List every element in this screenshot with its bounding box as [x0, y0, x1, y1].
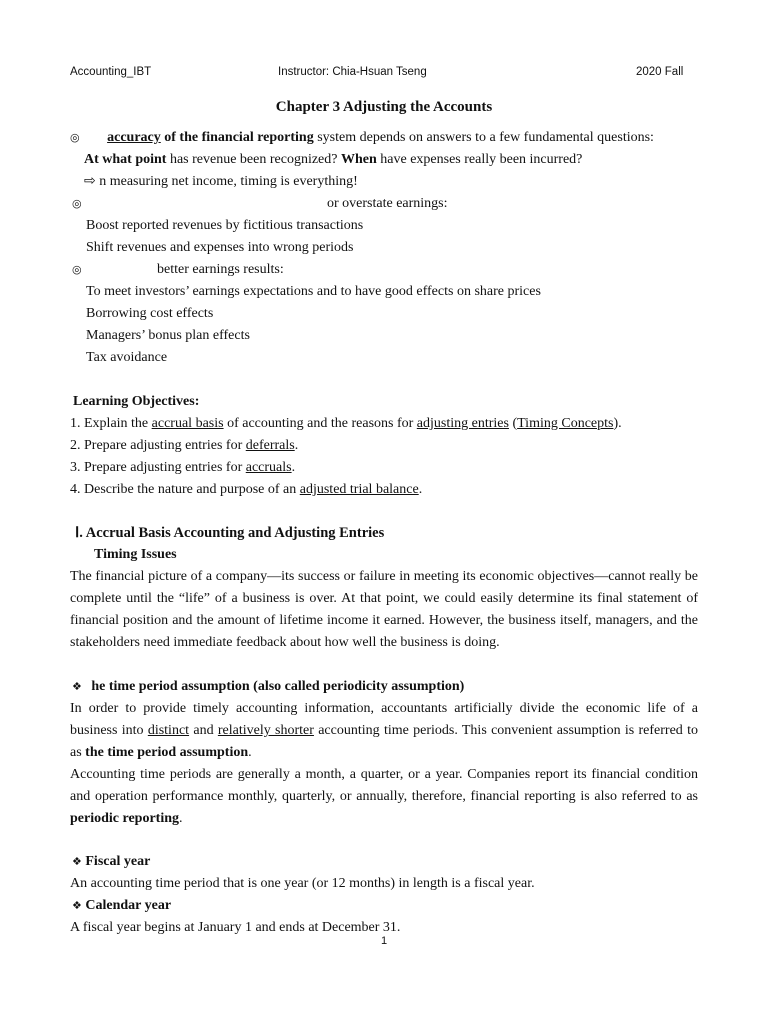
fiscal-heading: ❖ Fiscal year — [72, 851, 150, 873]
section-subheading: Timing Issues — [94, 547, 177, 562]
tpa-paragraph-1: In order to provide timely accounting information, accountants artificially divide the economic life of a business into distinct and relatively shorter accounting time periods. This convenient assumption is referred to as the time period assumption. — [70, 701, 698, 760]
fiscal-text: An accounting time period that is one year (or 12 months) in length is a fiscal year. — [70, 876, 535, 891]
list-item: Boost reported revenues by fictitious transactions — [86, 218, 364, 233]
bullet-icon: ◎ — [72, 263, 82, 276]
objective-4: 4. Describe the nature and purpose of an adjusted trial balance. — [70, 482, 423, 497]
objectives-heading: Learning Objectives: — [73, 394, 200, 409]
bullet-icon: ◎ — [72, 197, 82, 210]
list-item: To meet investors’ earnings expectations and to have good effects on share prices — [86, 284, 541, 299]
list-item: Shift revenues and expenses into wrong periods — [86, 240, 354, 255]
intro-bullet-3-symbol — [72, 259, 82, 281]
diamond-bullet-icon: ❖ — [72, 855, 82, 868]
header-term: 2020 Fall — [636, 66, 684, 78]
chapter-title: Chapter 3 Adjusting the Accounts — [275, 99, 493, 115]
section-paragraph: The financial picture of a company—its success or failure in meeting its economic objectives—cannot really be complete until the “life” of a business is over. At that point, we could easily determine its final statement of financial position and the amount of lifetime income it earned. However, the business itself, managers, and the stakeholders need immediate feedback about how well the business is doing. — [70, 569, 698, 650]
tpa-heading: ❖ he time period assumption (also called periodicity assumption) — [72, 676, 464, 698]
header-course: Accounting_IBT — [70, 66, 152, 78]
objective-3: 3. Prepare adjusting entries for accruals. — [70, 460, 296, 475]
objective-2: 2. Prepare adjusting entries for deferrals. — [70, 438, 299, 453]
bullet-icon: ◎ — [70, 131, 80, 144]
intro-bullet-1: ◎ accuracy of the financial reporting system depends on answers to a few fundamental questions: — [70, 127, 654, 149]
list-item: Tax avoidance — [86, 350, 168, 365]
list-item: Managers’ bonus plan effects — [86, 328, 250, 343]
objective-1: 1. Explain the accrual basis of accounting and the reasons for adjusting entries (Timing Concepts). — [70, 416, 622, 431]
list-item: Borrowing cost effects — [86, 306, 214, 321]
diamond-bullet-icon: ❖ — [72, 899, 82, 912]
tpa-paragraph-2: Accounting time periods are generally a month, a quarter, or a year. Companies report its financial condition and operation performance monthly, quarterly, or annually, therefore, financial reporting is also referred to as periodic reporting. — [70, 767, 698, 826]
calendar-heading: ❖ Calendar year — [72, 895, 171, 917]
calendar-text: A fiscal year begins at January 1 and ends at December 31. — [70, 920, 401, 935]
intro-arrow-line: ⇨ n measuring net income, timing is everything! — [84, 174, 358, 189]
intro-bullet-3-text: better earnings results: — [157, 262, 284, 277]
intro-bullet-2-text: or overstate earnings: — [327, 196, 448, 211]
intro-bullet-2-symbol — [72, 193, 82, 215]
arrow-icon: ⇨ — [84, 174, 96, 189]
diamond-bullet-icon: ❖ — [72, 680, 82, 693]
intro-questions: At what point has revenue been recognized? When have expenses really been incurred? — [84, 152, 583, 167]
header-instructor: Instructor: Chia-Hsuan Tseng — [278, 66, 427, 78]
page-number: 1 — [380, 935, 388, 947]
section-heading: Ⅰ. Accrual Basis Accounting and Adjusting Entries — [75, 525, 385, 541]
